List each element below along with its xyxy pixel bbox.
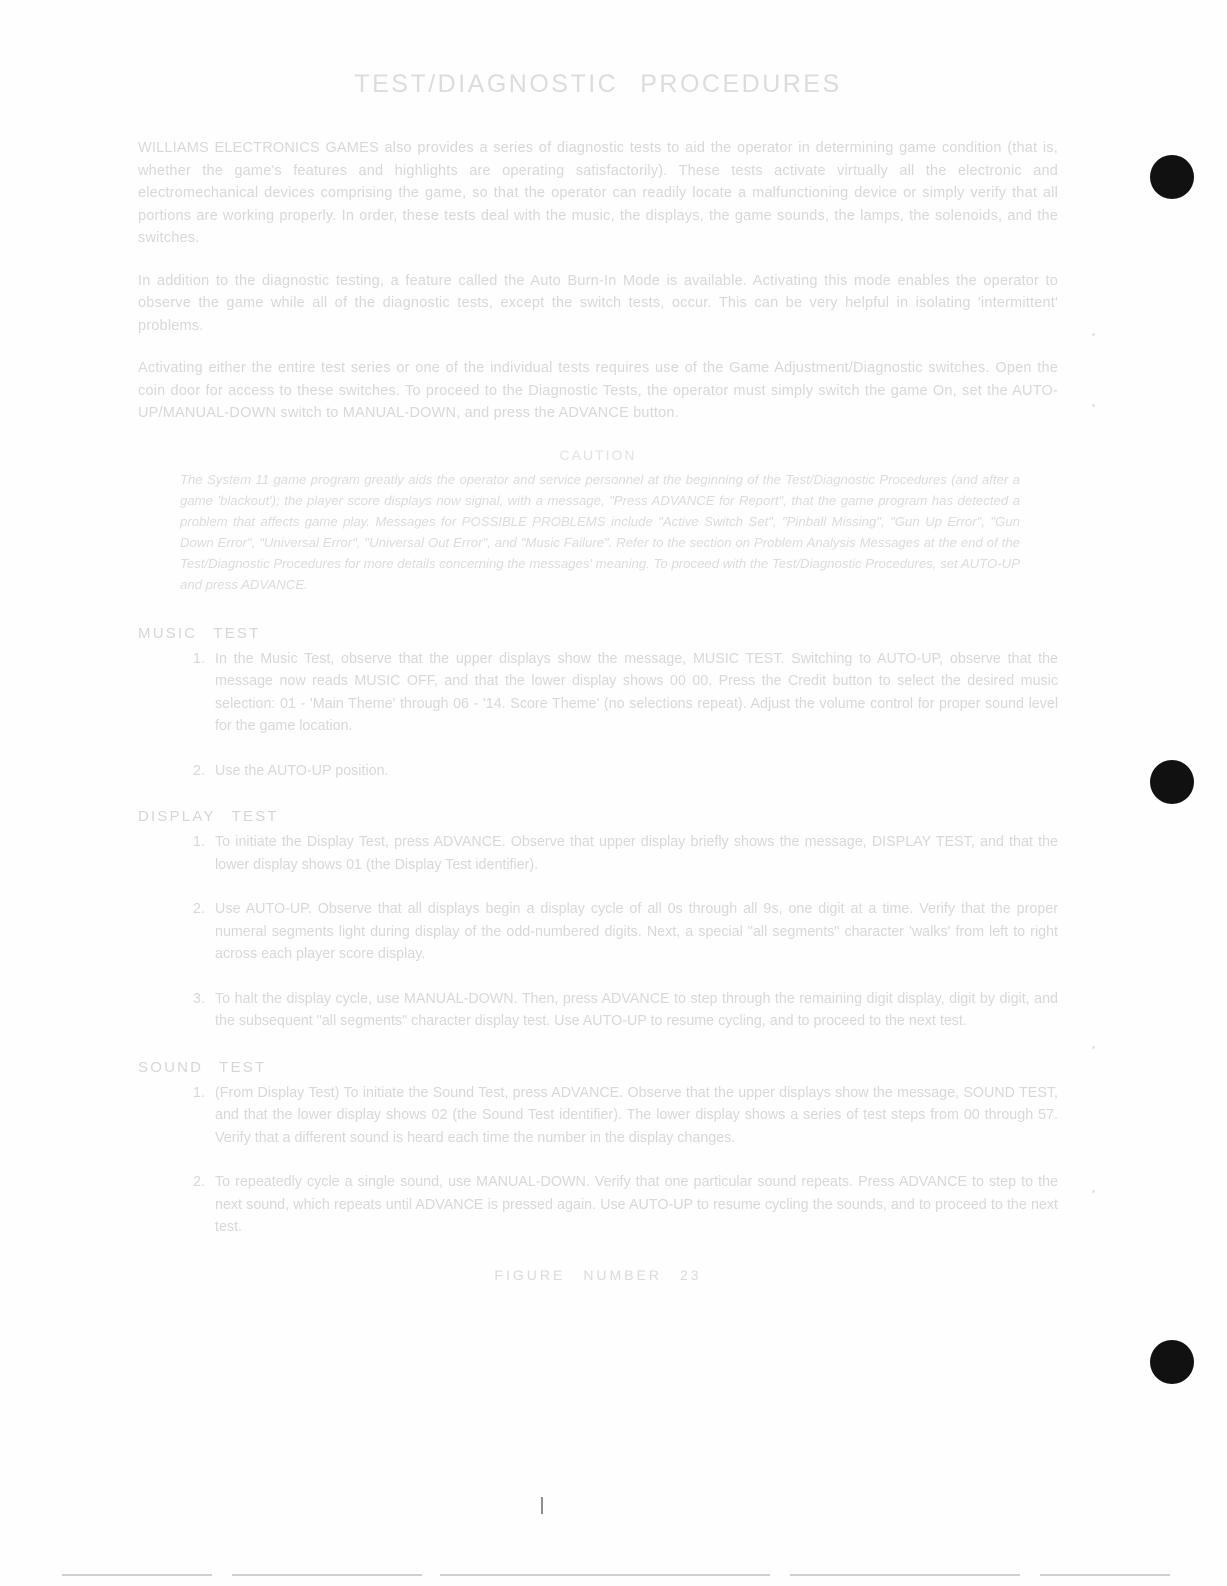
scan-artifact [1092, 1046, 1095, 1049]
section-heading-music: MUSIC TEST [138, 624, 261, 642]
section-sound-test [138, 1059, 1058, 1239]
intro-paragraph-3: Activating either the entire test series or one of the individual tests requires use of the Game Adjustment/Diagnostic switches. Open the coin door for access to these switches. To proceed to the Diagnostic Tests, the operator must simply switch the game On, set the AUTO-UP/MANUAL-DOWN switch to MANUAL-DOWN, and press the ADVANCE button. [138, 360, 1058, 421]
binder-hole-icon [1150, 1340, 1194, 1384]
page-title-part2: PROCEDURES [640, 70, 842, 98]
scan-edge-artifacts [0, 1560, 1227, 1586]
page-title-part1: TEST/DIAGNOSTIC [354, 70, 619, 98]
binder-hole-icon [1150, 760, 1194, 804]
section-heading-sound: SOUND TEST [138, 1058, 267, 1076]
section-music-test [138, 625, 1058, 783]
list-item: 3. To halt the display cycle, use MANUAL-DOWN. Then, press ADVANCE to step through the remaining digit display, digit by digit, and the subsequent "all segments" character display test. Use AUTO-UP to resume cycling, and to proceed to the next test. [193, 990, 1058, 1029]
binder-hole-icon [1150, 155, 1194, 199]
page-title [138, 70, 1058, 99]
list-item: 2. Use AUTO-UP. Observe that all displays begin a display cycle of all 0s through all 9s, one digit at a time. Verify that the proper numeral segments light during display of the odd-numbered digits. Next, a special "all segments" character 'walks' from left to right across each player score display. [193, 901, 1058, 962]
scan-artifact [1092, 1190, 1095, 1193]
list-item: 2. Use the AUTO-UP position. [193, 762, 389, 779]
text-cursor [541, 1497, 543, 1514]
page-footer: FIGURE NUMBER 23 [494, 1266, 702, 1283]
scan-artifact [1092, 404, 1095, 407]
caution-heading: CAUTION [559, 446, 637, 463]
scan-artifact [1092, 333, 1095, 336]
caution-text: The System 11 game program greatly aids the operator and service personnel at the beginning of the Test/Diagnostic Procedures (and after a game 'blackout'); the player score displays now signal, with a message, "Press ADVANCE for Report", that the game program has detected a problem that affects game play. Messages for POSSIBLE PROBLEMS include "Active Switch Set", "Pinball Missing", "Gun Up Error", "Gun Down Error", "Universal Error", "Universal Out Error", and "Music Failure". Refer to the section on Problem Analysis Messages at the end of the Test/Diagnostic Procedures for more details concerning the messages' meaning. To proceed with the Test/Diagnostic Procedures, set AUTO-UP and press ADVANCE. [180, 471, 1020, 592]
caution-block [138, 447, 1058, 595]
list-item: 1. In the Music Test, observe that the upper displays show the message, MUSIC TEST. Switching to AUTO-UP, observe that the message now reads MUSIC OFF, and that the lower display shows 00 00. Press the Credit button to select the desired music selection: 01 - 'Main Theme' through 06 - '14. Score Theme' (no selections repeat). Adjust the volume control for proper sound level for the game location. [193, 650, 1058, 734]
music-test-steps [138, 648, 1058, 783]
list-item: 2. To repeatedly cycle a single sound, use MANUAL-DOWN. Verify that one particular sound repeats. Press ADVANCE to step to the next sound, which repeats until ADVANCE is pressed again. Use AUTO-UP to resume cycling the sounds, and to proceed to the next test. [193, 1174, 1058, 1235]
sound-test-steps [138, 1082, 1058, 1239]
list-item: 1. To initiate the Display Test, press ADVANCE. Observe that upper display briefly shows the message, DISPLAY TEST, and that the lower display shows 01 (the Display Test identifier). [193, 834, 1058, 873]
list-item: 1. (From Display Test) To initiate the Sound Test, press ADVANCE. Observe that the upper displays show the message, SOUND TEST, and that the lower display shows 02 (the Sound Test identifier). The lower display shows a series of test steps from 00 through 57. Verify that a different sound is heard each time the number in the display changes. [193, 1084, 1058, 1146]
intro-paragraph-1: WILLIAMS ELECTRONICS GAMES also provides a series of diagnostic tests to aid the operator in determining game condition (that is, whether the game's features and highlights are operating satisfactorily). These tests activate virtually all the electronic and electromechanical devices comprising the game, so that the operator can readily locate a malfunctioning device or simply verify that all portions are working properly. In order, these tests deal with the music, the displays, the game sounds, the lamps, the solenoids, and the switches. [138, 140, 1058, 246]
display-test-steps [138, 831, 1058, 1033]
section-display-test [138, 808, 1058, 1033]
document-body [138, 70, 1058, 1283]
section-heading-display: DISPLAY TEST [138, 808, 279, 825]
intro-paragraph-2: In addition to the diagnostic testing, a feature called the Auto Burn-In Mode is available. Activating this mode enables the operator to observe the game while all of the diagnostic tests, except the switch tests, occur. This can be very helpful in isolating 'intermittent' problems. [138, 272, 1058, 334]
